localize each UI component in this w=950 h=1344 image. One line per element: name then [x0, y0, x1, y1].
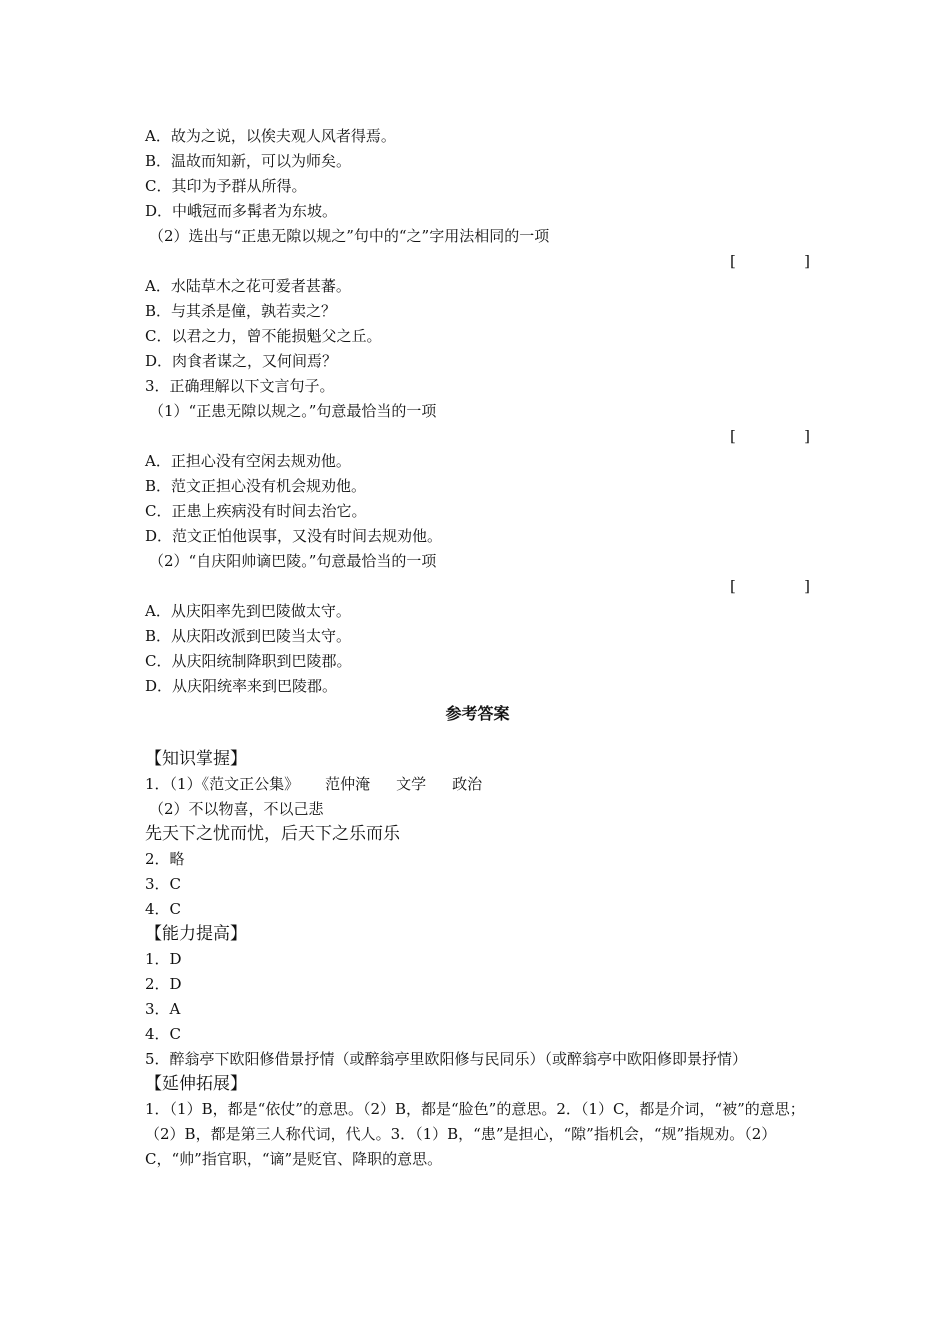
option-c: C．以君之力，曾不能损魁父之丘。 [145, 327, 382, 345]
answer-line: 3．C [145, 875, 182, 893]
section-heading-ability: 【能力提高】 [145, 924, 247, 944]
bracket-open: [ [730, 427, 736, 445]
answer-line: （2）不以物喜，不以己悲 [149, 800, 324, 818]
section-heading-extend: 【延伸拓展】 [145, 1074, 247, 1094]
answer-bracket[interactable] [730, 574, 810, 599]
answer-bracket[interactable] [730, 424, 810, 449]
question-stem: （1）“正患无隙以规之。”句意最恰当的一项 [149, 402, 437, 420]
question-stem: 3．正确理解以下文言句子。 [145, 377, 335, 395]
bracket-open: [ [730, 252, 736, 270]
option-d: D．范文正怕他误事，又没有时间去规劝他。 [145, 527, 443, 545]
option-a: A．故为之说，以俟夫观人风者得焉。 [145, 127, 396, 145]
bracket-close: ] [804, 577, 810, 595]
answer-bracket-row [145, 424, 810, 449]
option-b: B．与其杀是僮，孰若卖之？ [145, 302, 337, 320]
answer-text: 1．（1）《范文正公集》 [145, 775, 300, 793]
section-heading-knowledge: 【知识掌握】 [145, 749, 247, 769]
document-page [145, 124, 810, 1172]
option-d: D．从庆阳统率来到巴陵郡。 [145, 677, 338, 695]
answer-literature: 文学 [396, 775, 427, 793]
answer-bracket-row [145, 249, 810, 274]
answer-line: 先天下之忧而忧，后天下之乐而乐 [145, 824, 400, 844]
answer-line: 4．C [145, 1025, 182, 1043]
answer-title: 参考答案 [445, 704, 510, 723]
option-a: A．从庆阳率先到巴陵做太守。 [145, 602, 351, 620]
question-stem: （2）“自庆阳帅谪巴陵。”句意最恰当的一项 [149, 552, 437, 570]
option-a: A．水陆草木之花可爱者甚蕃。 [145, 277, 351, 295]
option-d: D．中峨冠而多髯者为东坡。 [145, 202, 338, 220]
option-b: B．从庆阳改派到巴陵当太守。 [145, 627, 352, 645]
option-c: C．其印为予群从所得。 [145, 177, 307, 195]
question-stem: （2）选出与“正患无隙以规之”句中的“之”字用法相同的一项 [149, 227, 550, 245]
answer-line: 5．醉翁亭下欧阳修借景抒情（或醉翁亭里欧阳修与民同乐）（或醉翁亭中欧阳修即景抒情） [145, 1050, 748, 1068]
answer-line: 3．A [145, 1000, 181, 1018]
answer-line: 4．C [145, 900, 182, 918]
option-a: A．正担心没有空闲去规劝他。 [145, 452, 351, 470]
answer-line [145, 772, 810, 797]
answer-line: 2．D [145, 975, 182, 993]
answer-line: 1．D [145, 950, 182, 968]
answer-bracket[interactable] [730, 249, 810, 274]
answer-paragraph: 1．（1）B，都是“依仗”的意思。（2）B，都是“脸色”的意思。2．（1）C，都是介词，“被”的意思；（2）B，都是第三人称代词，代人。3．（1）B，“患”是担心，“隙”指机会，“规”指规劝。（2）C，“帅”指官职，“谪”是贬官、降职的意思。 [145, 1100, 805, 1168]
answer-line: 2．略 [145, 850, 185, 868]
spacer [145, 735, 810, 747]
option-b: B．范文正担心没有机会规劝他。 [145, 477, 367, 495]
option-d: D．肉食者谋之，又何间焉？ [145, 352, 338, 370]
option-b: B．温故而知新，可以为师矣。 [145, 152, 352, 170]
answer-politics: 政治 [452, 775, 483, 793]
bracket-open: [ [730, 577, 736, 595]
bracket-close: ] [804, 427, 810, 445]
answer-author: 范仲淹 [325, 775, 371, 793]
option-c: C．正患上疾病没有时间去治它。 [145, 502, 367, 520]
answer-bracket-row [145, 574, 810, 599]
bracket-close: ] [804, 252, 810, 270]
option-c: C．从庆阳统制降职到巴陵郡。 [145, 652, 352, 670]
